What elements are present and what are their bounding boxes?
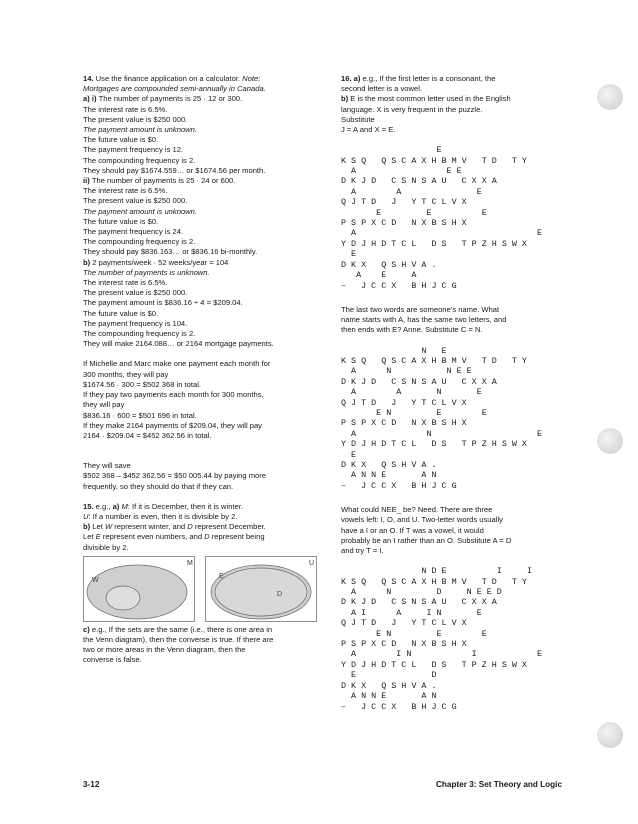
text-line <box>83 380 323 390</box>
text-line <box>83 635 323 645</box>
text-span: name starts with A, has the same two letters, and <box>341 315 507 325</box>
text-span: The present value is $250 000. <box>83 114 188 124</box>
text-span: They should pay $1674.559… or $1674.56 per month. <box>83 165 266 175</box>
venn-right-inner-label: D <box>277 590 283 598</box>
text-span: If Michelle and Marc make one payment each month for <box>83 359 271 369</box>
text-span: e.g., If the first letter is a consonant, the <box>362 74 496 83</box>
text-span: The interest rate is 6.5%. <box>83 104 168 114</box>
text-line <box>83 176 323 186</box>
text-line <box>83 94 323 104</box>
text-span: Let <box>92 522 105 532</box>
text-span: M <box>121 501 128 511</box>
text-line <box>83 227 323 237</box>
text-span: they will pay <box>83 400 125 410</box>
text-line <box>341 546 563 556</box>
text-line <box>83 400 323 410</box>
text-span: The present value is $250 000. <box>83 288 188 298</box>
text-line <box>83 247 323 257</box>
question-14-15-text <box>83 74 323 553</box>
text-span: $502 368 – $452 362.56 = $50 005.44 by paying more <box>83 471 267 481</box>
text-span: a) i) <box>83 94 99 104</box>
text-line <box>83 625 323 635</box>
question-16-paragraph-2 <box>341 305 563 336</box>
question-15c-text <box>83 625 323 666</box>
text-span: The future value is $0. <box>83 308 159 318</box>
text-span: Note: <box>242 74 261 83</box>
text-line <box>83 84 323 94</box>
text-line <box>83 115 323 125</box>
text-span: The payment amount is unknown. <box>83 206 197 216</box>
text-line <box>83 461 323 471</box>
text-span: two or more areas in the Venn diagram, then the <box>83 645 246 655</box>
text-line <box>83 471 323 481</box>
text-line <box>341 94 563 104</box>
text-line <box>83 645 323 655</box>
text-line <box>83 482 323 492</box>
text-span: Use the finance application on a calculator. <box>95 74 243 83</box>
text-line <box>83 268 323 278</box>
text-line <box>83 543 323 553</box>
text-line <box>83 319 323 329</box>
text-line <box>83 390 323 400</box>
text-span: e.g., <box>95 501 113 511</box>
text-span: Mortgages are compounded semi-annually in Canada. <box>83 84 266 94</box>
text-line <box>83 278 323 288</box>
text-span: D <box>204 532 210 542</box>
text-line <box>83 166 323 176</box>
question-16-intro <box>341 74 563 135</box>
text-span: represent winter, and <box>112 522 188 532</box>
venn-left-outer-label: W <box>92 576 99 584</box>
text-line <box>83 655 323 665</box>
binder-hole-top <box>597 84 623 110</box>
text-span: If they make 2164 payments of $209.04, they will pay <box>83 420 262 430</box>
text-span: The future value is $0. <box>83 135 159 145</box>
text-span: represent December. <box>192 522 266 532</box>
text-span: The payment amount is unknown. <box>83 125 197 135</box>
venn-winter-december <box>83 556 195 622</box>
text-span: represent being <box>209 532 265 542</box>
text-span: The future value is $0. <box>83 216 159 226</box>
text-span: U <box>83 511 89 521</box>
text-line <box>83 431 323 441</box>
text-span: b) <box>83 257 93 267</box>
binder-hole-middle <box>597 428 623 454</box>
text-line <box>341 536 563 546</box>
chapter-title: Chapter 3: Set Theory and Logic <box>436 780 563 789</box>
text-span: frequently, so they should do that if they can. <box>83 481 234 491</box>
text-span: E is the most common letter used in the English <box>350 94 511 104</box>
text-span: The last two words are someone’s name. What <box>341 304 500 314</box>
text-line <box>83 411 323 421</box>
text-line <box>83 125 323 135</box>
text-span: : If it is December, then it is winter. <box>127 501 243 511</box>
text-span: then ends with E? Anne. Substitute C = N. <box>341 325 483 335</box>
text-span: represent even numbers, and <box>100 532 205 542</box>
text-line <box>83 145 323 155</box>
text-span: probably be an I rather than an O. Substitute A = D <box>341 535 512 545</box>
text-span: The payment amount is $836.16 ÷ 4 = $209.04. <box>83 298 243 308</box>
text-line <box>83 186 323 196</box>
text-line <box>83 370 323 380</box>
text-span: The interest rate is 6.5%. <box>83 278 168 288</box>
text-span: The compounding frequency is 2. <box>83 329 196 339</box>
text-span: 2164 · $209.04 = $452 362.56 in total. <box>83 430 212 440</box>
text-span: second letter is a vowel. <box>341 84 423 94</box>
text-line <box>83 135 323 145</box>
text-span: The payment frequency is 12. <box>83 145 184 155</box>
text-span: What could NEE_ be? Need. There are three <box>341 505 493 515</box>
text-line <box>341 105 563 115</box>
text-line <box>83 329 323 339</box>
puzzle-step-2: N E K S Q Q S C A X H B M V T D T Y A N N E E D K J D C S N S A U C X X A A A N E Q J T D J Y T C L V X E N E E P S P X C D N X B S H X A N E Y D J H D T C L D S T P Z H S W X E D K X Q S H V A . A N N E A N – J C C X B H J C G <box>341 345 543 491</box>
text-span: divisible by 2. <box>83 542 129 552</box>
text-line <box>83 421 323 431</box>
text-span: $1674.56 · 300 = $502 368 in total. <box>83 379 202 389</box>
text-span: converse is false. <box>83 655 142 665</box>
text-span: 2 payments/week · 52 weeks/year = 104 <box>92 257 229 267</box>
text-line <box>341 505 563 515</box>
venn-diagrams <box>83 556 323 622</box>
venn-left-universal-label: M <box>187 559 193 567</box>
text-span: J = A and X = E. <box>341 125 396 135</box>
text-line <box>83 512 323 522</box>
text-span: 14. <box>83 74 96 83</box>
text-span: W <box>104 522 113 532</box>
text-span: ii) <box>83 176 92 186</box>
puzzle-step-1: E K S Q Q S C A X H B M V T D T Y A E E D K J D C S N S A U C X X A A A E Q J T D J Y T C L V X E E E P S P X C D N X B S H X A E Y D J H D T C L D S T P Z H S W X E D K X Q S H V A . A E A – J C C X B H J C G <box>341 145 543 291</box>
text-span: the Venn diagram), then the converse is true. If there are <box>83 634 274 644</box>
text-span: The payment frequency is 104. <box>83 318 188 328</box>
text-span: : If a number is even, then it is divisible by 2. <box>88 511 238 521</box>
text-span: They will make 2164.088… or 2164 mortgage payments. <box>83 339 274 349</box>
text-span: vowels left: I, O, and U. Two-letter words usually <box>341 515 503 525</box>
text-line <box>341 325 563 335</box>
text-span: The payment frequency is 24. <box>83 227 184 237</box>
page-number: 3-12 <box>83 780 100 789</box>
text-line <box>83 502 323 512</box>
text-span: The number of payments is 25 · 12 or 300. <box>98 94 243 104</box>
text-line <box>83 217 323 227</box>
text-span: and try T = I. <box>341 546 384 556</box>
text-line <box>341 74 563 84</box>
text-line <box>83 237 323 247</box>
text-span: 300 months, they will pay <box>83 369 169 379</box>
text-line <box>341 125 563 135</box>
text-span: 15. <box>83 501 96 511</box>
text-span: The compounding frequency is 2. <box>83 155 196 165</box>
text-line <box>83 298 323 308</box>
text-span: Substitute <box>341 114 375 124</box>
text-span: e.g., If the sets are the same (i.e., there is one area in <box>91 624 273 634</box>
text-span: b) <box>341 94 351 104</box>
binder-hole-bottom <box>597 722 623 748</box>
right-column <box>341 74 563 712</box>
text-span: D <box>187 522 193 532</box>
text-line <box>83 156 323 166</box>
venn-even-divisible <box>205 556 317 622</box>
text-line <box>341 315 563 325</box>
text-line <box>83 105 323 115</box>
text-line <box>83 522 323 532</box>
text-span: The present value is $250 000. <box>83 196 188 206</box>
text-line <box>341 305 563 315</box>
text-span: language. X is very frequent in the puzzle. <box>341 104 483 114</box>
text-span: They should pay $836.163… or $836.16 bi-monthly. <box>83 247 258 257</box>
text-span: If they pay two payments each month for 300 months, <box>83 390 264 400</box>
text-line <box>341 515 563 525</box>
question-16-paragraph-3 <box>341 505 563 556</box>
text-line <box>341 115 563 125</box>
venn-right-universal-label: U <box>309 559 315 567</box>
text-span: have a I or an O. If T was a vowel, it would <box>341 525 484 535</box>
text-span: a) <box>112 501 122 511</box>
text-span: c) <box>83 624 92 634</box>
text-line <box>341 526 563 536</box>
text-line <box>83 309 323 319</box>
text-line <box>83 288 323 298</box>
text-line <box>83 74 323 84</box>
text-span: The number of payments is unknown. <box>83 267 210 277</box>
text-span: 16. a) <box>341 74 363 83</box>
text-line <box>341 84 563 94</box>
text-span: They will save <box>83 461 131 471</box>
text-line <box>83 196 323 206</box>
text-span: E <box>95 532 101 542</box>
text-span: b) <box>83 522 93 532</box>
venn-right-outer-label: E <box>219 572 224 580</box>
text-line <box>83 258 323 268</box>
text-span: Let <box>83 532 96 542</box>
left-column <box>83 74 323 666</box>
text-line <box>83 359 323 369</box>
text-span: $836.16 · 600 = $501 696 in total. <box>83 410 197 420</box>
text-line <box>83 207 323 217</box>
text-line <box>83 532 323 542</box>
text-span: The compounding frequency is 2. <box>83 237 196 247</box>
text-line <box>83 339 323 349</box>
text-span: The number of payments is 25 · 24 or 600. <box>91 176 236 186</box>
puzzle-step-3: N D E I I K S Q Q S C A X H B M V T D T Y A N D N E E D D K J D C S N S A U C X X A A I A I N E Q J T D J Y T C L V X E N E E P S P X C D N X B S H X A I N I E Y D J H D T C L D S T P Z H S W X E D D K X Q S H V A . A N N E A N – J C C X B H J C G <box>341 566 543 712</box>
text-span: The interest rate is 6.5%. <box>83 186 168 196</box>
